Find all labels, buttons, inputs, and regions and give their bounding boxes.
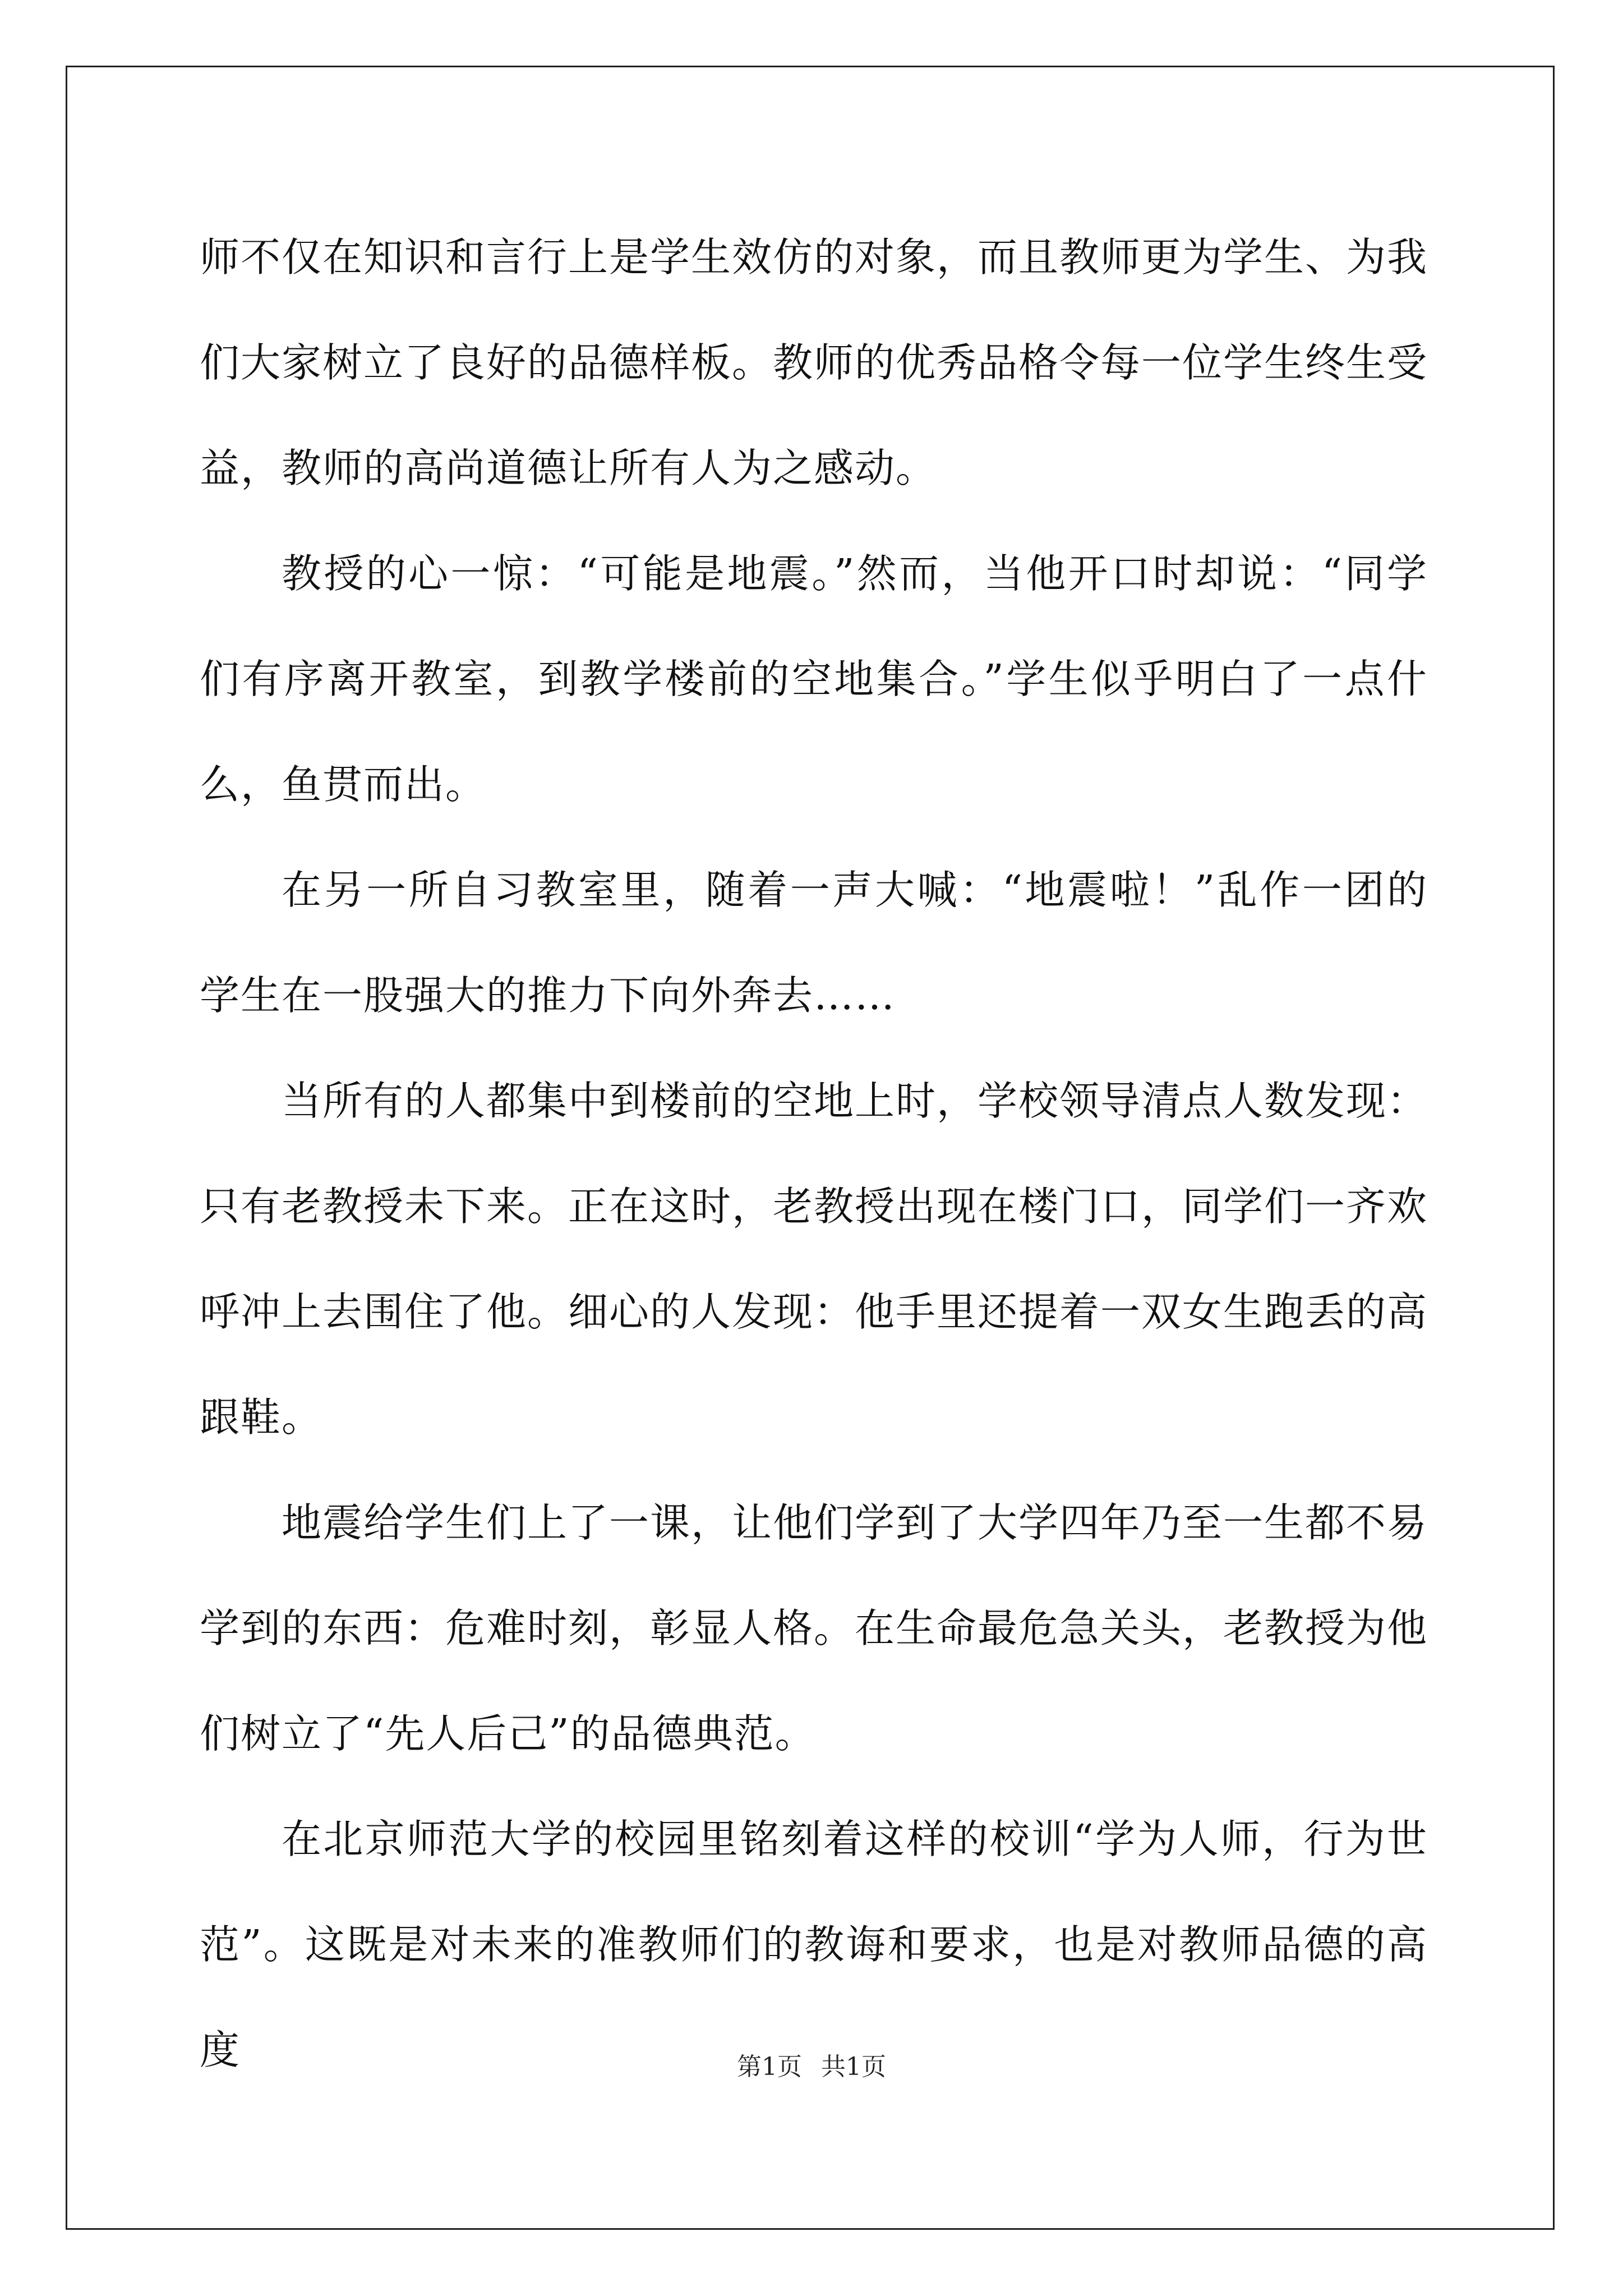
paragraph-5: 地震给学生们上了一课，让他们学到了大学四年乃至一生都不易学到的东西：危难时刻，彰显人格。在生命最危急关头，老教授为他们树立了“先人后己”的品德典范。 — [200, 1499, 1428, 1757]
document-body — [200, 205, 1428, 2103]
paragraph-4: 当所有的人都集中到楼前的空地上时，学校领导清点人数发现：只有老教授未下来。正在这时，老教授出现在楼门口，同学们一齐欢呼冲上去围住了他。细心的人发现：他手里还提着一双女生跑丢的高跟鞋。 — [200, 1078, 1428, 1441]
page-total: 共1页 — [821, 2053, 886, 2081]
page-number: 第1页 — [737, 2053, 802, 2081]
paragraph-6: 在北京师范大学的校园里铭刻着这样的校训“学为人师，行为世范”。这既是对未来的准教师们的教诲和要求，也是对教师品德的高度 — [200, 1816, 1428, 2073]
page-footer — [0, 2050, 1623, 2084]
paragraph-1: 师不仅在知识和言行上是学生效仿的对象，而且教师更为学生、为我们大家树立了良好的品德样板。教师的优秀品格令每一位学生终生受益，教师的高尚道德让所有人为之感动。 — [200, 234, 1428, 491]
paragraph-2: 教授的心一惊：“可能是地震。”然而，当他开口时却说：“同学们有序离开教室，到教学楼前的空地集合。”学生似乎明白了一点什么，鱼贯而出。 — [200, 550, 1428, 808]
paragraph-3: 在另一所自习教室里，随着一声大喊：“地震啦！”乱作一团的学生在一股强大的推力下向外奔去…… — [200, 867, 1428, 1019]
